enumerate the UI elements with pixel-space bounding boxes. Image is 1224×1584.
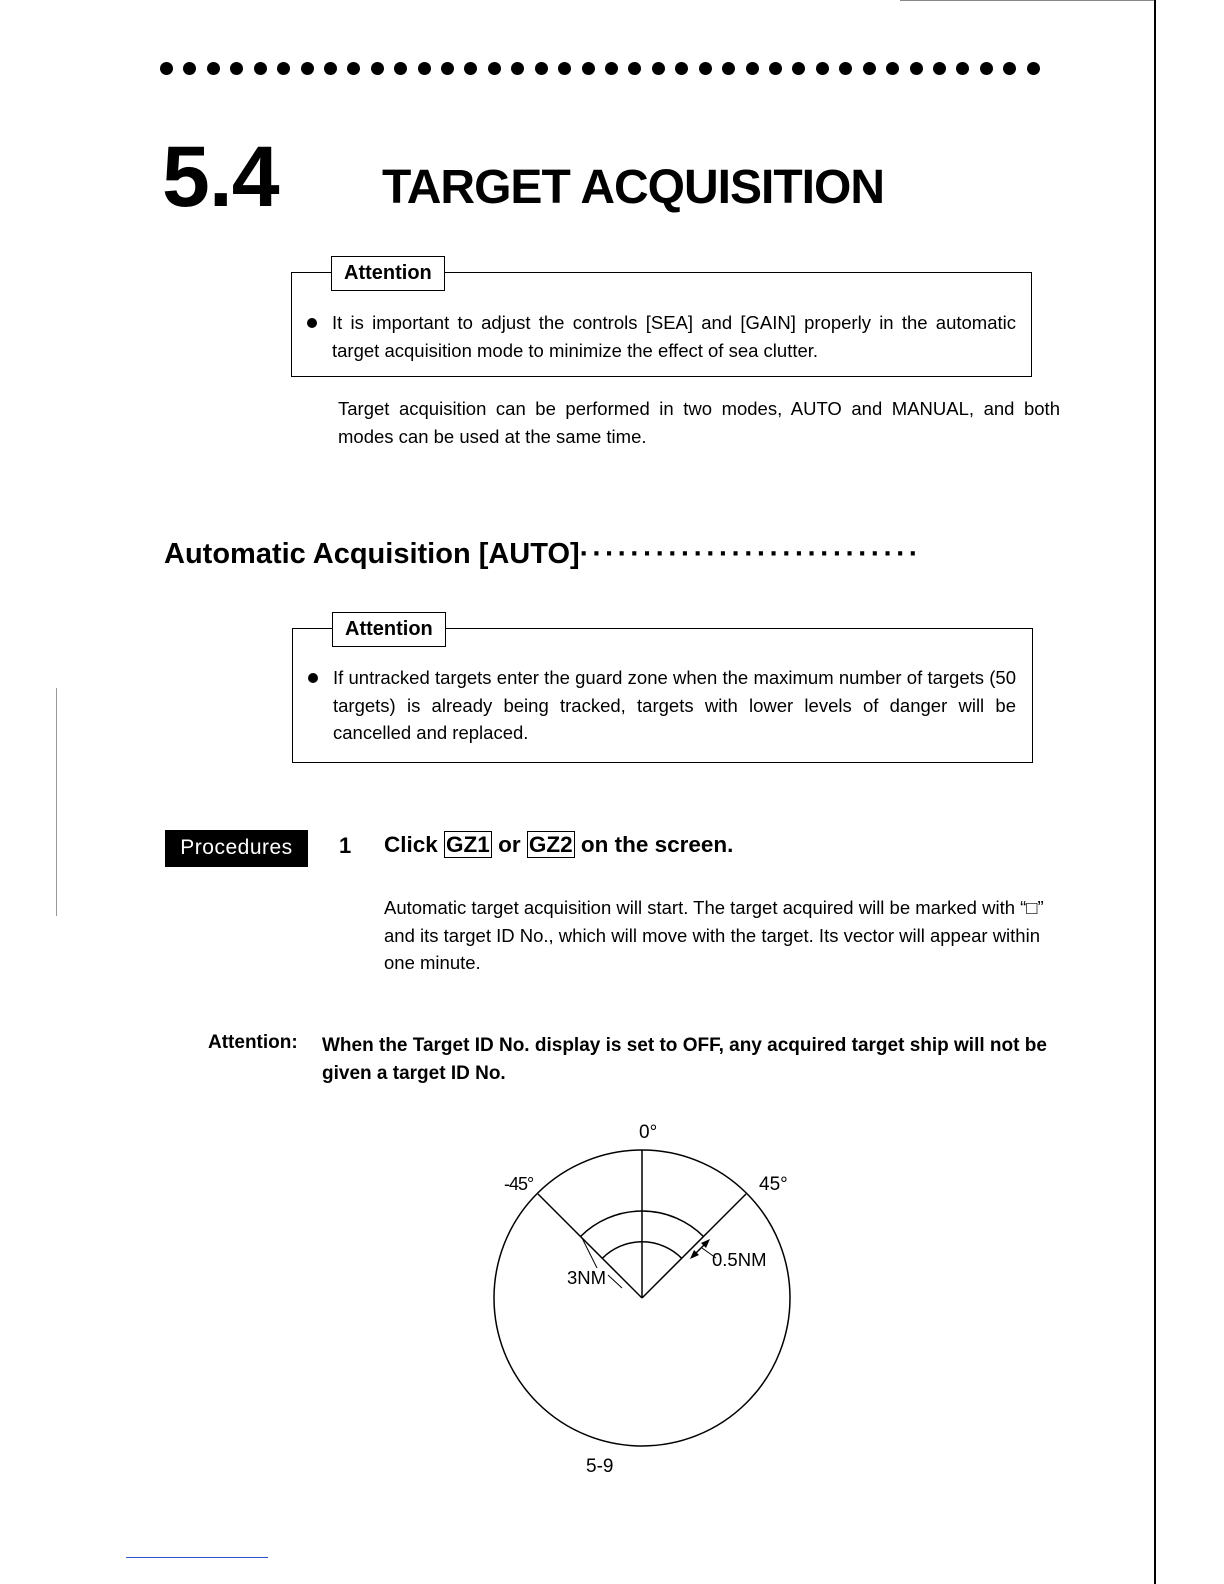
header-dot [301, 62, 314, 75]
section-title: TARGET ACQUISITION [382, 161, 884, 214]
gz1-key[interactable]: GZ1 [446, 832, 490, 857]
sector-right-boundary [642, 1194, 746, 1298]
subsection-title: Automatic Acquisition [AUTO] [164, 538, 580, 570]
guard-zone-diagram [470, 1110, 810, 1450]
subsection-heading [164, 538, 921, 571]
header-dot [418, 62, 431, 75]
header-dot [722, 62, 735, 75]
bullet-icon [308, 673, 318, 683]
header-dot [956, 62, 969, 75]
step-end-text: on the screen. [580, 832, 734, 857]
page-top-edge [900, 0, 1154, 1]
step-number: 1 [339, 833, 352, 858]
bullet-icon [307, 318, 317, 328]
header-dot [464, 62, 477, 75]
attention-text-1: It is important to adjust the controls [SEA] and [GAIN] properly in the automatic target acquisition mode to minimize the effect of sea clutter. [332, 312, 1016, 361]
step-or-word: or [498, 832, 521, 857]
header-dot [347, 62, 360, 75]
header-dot [746, 62, 759, 75]
label-45-deg: 45° [759, 1174, 788, 1195]
header-dot [535, 62, 548, 75]
header-dot [792, 62, 805, 75]
header-dot [933, 62, 946, 75]
header-dot [324, 62, 337, 75]
header-dot [910, 62, 923, 75]
attention-note-label: Attention: [208, 1032, 298, 1053]
header-dot [1003, 62, 1016, 75]
page-number: 5-9 [586, 1456, 614, 1477]
label-minus-45-deg: -45° [504, 1174, 534, 1194]
header-dot [441, 62, 454, 75]
step-instruction [384, 832, 733, 858]
bottom-rule [126, 1557, 268, 1558]
header-dot [816, 62, 829, 75]
header-dot [628, 62, 641, 75]
header-dot [488, 62, 501, 75]
page-right-edge [1154, 0, 1156, 1584]
header-dot [839, 62, 852, 75]
header-dot [863, 62, 876, 75]
header-dot-band [160, 58, 1040, 78]
header-dot [230, 62, 243, 75]
step-description: Automatic target acquisition will start. The target acquired will be marked with “□” and its target ID No., which will move with the target. Its vector will appear within one minute. [384, 897, 1044, 973]
header-dot [582, 62, 595, 75]
header-dot [675, 62, 688, 75]
subsection-leader-dots: ··························· [579, 538, 922, 570]
attention-text-2: If untracked targets enter the guard zone when the maximum number of targets (50 targets) is already being tracked, targets with lower levels of danger will be cancelled and replaced. [333, 667, 1016, 743]
procedures-badge: Procedures [165, 830, 308, 867]
header-dot [1027, 62, 1040, 75]
header-dot [183, 62, 196, 75]
header-dot [652, 62, 665, 75]
header-dot [886, 62, 899, 75]
header-dot [160, 62, 173, 75]
header-dot [558, 62, 571, 75]
outer-range-leader [582, 1238, 597, 1268]
header-dot [511, 62, 524, 75]
header-dot [207, 62, 220, 75]
attention-label-1: Attention [331, 256, 445, 291]
label-0-5nm: 0.5NM [712, 1249, 767, 1270]
attention-label-2: Attention [332, 612, 446, 647]
header-dot [371, 62, 384, 75]
header-dot [699, 62, 712, 75]
step-click-word: Click [384, 832, 438, 857]
label-0-deg: 0° [639, 1122, 658, 1143]
binding-mark [56, 688, 57, 916]
intro-paragraph: Target acquisition can be performed in two modes, AUTO and MANUAL, and both modes can be used at the same time. [338, 398, 1060, 447]
header-dot [605, 62, 618, 75]
header-dot [394, 62, 407, 75]
section-number: 5.4 [162, 129, 279, 225]
gz2-key[interactable]: GZ2 [528, 832, 573, 857]
header-dot [254, 62, 267, 75]
attention-note-text: When the Target ID No. display is set to OFF, any acquired target ship will not be given a target ID No. [322, 1035, 1047, 1084]
header-dot [980, 62, 993, 75]
label-3nm: 3NM [567, 1267, 607, 1288]
header-dot [769, 62, 782, 75]
header-dot [277, 62, 290, 75]
